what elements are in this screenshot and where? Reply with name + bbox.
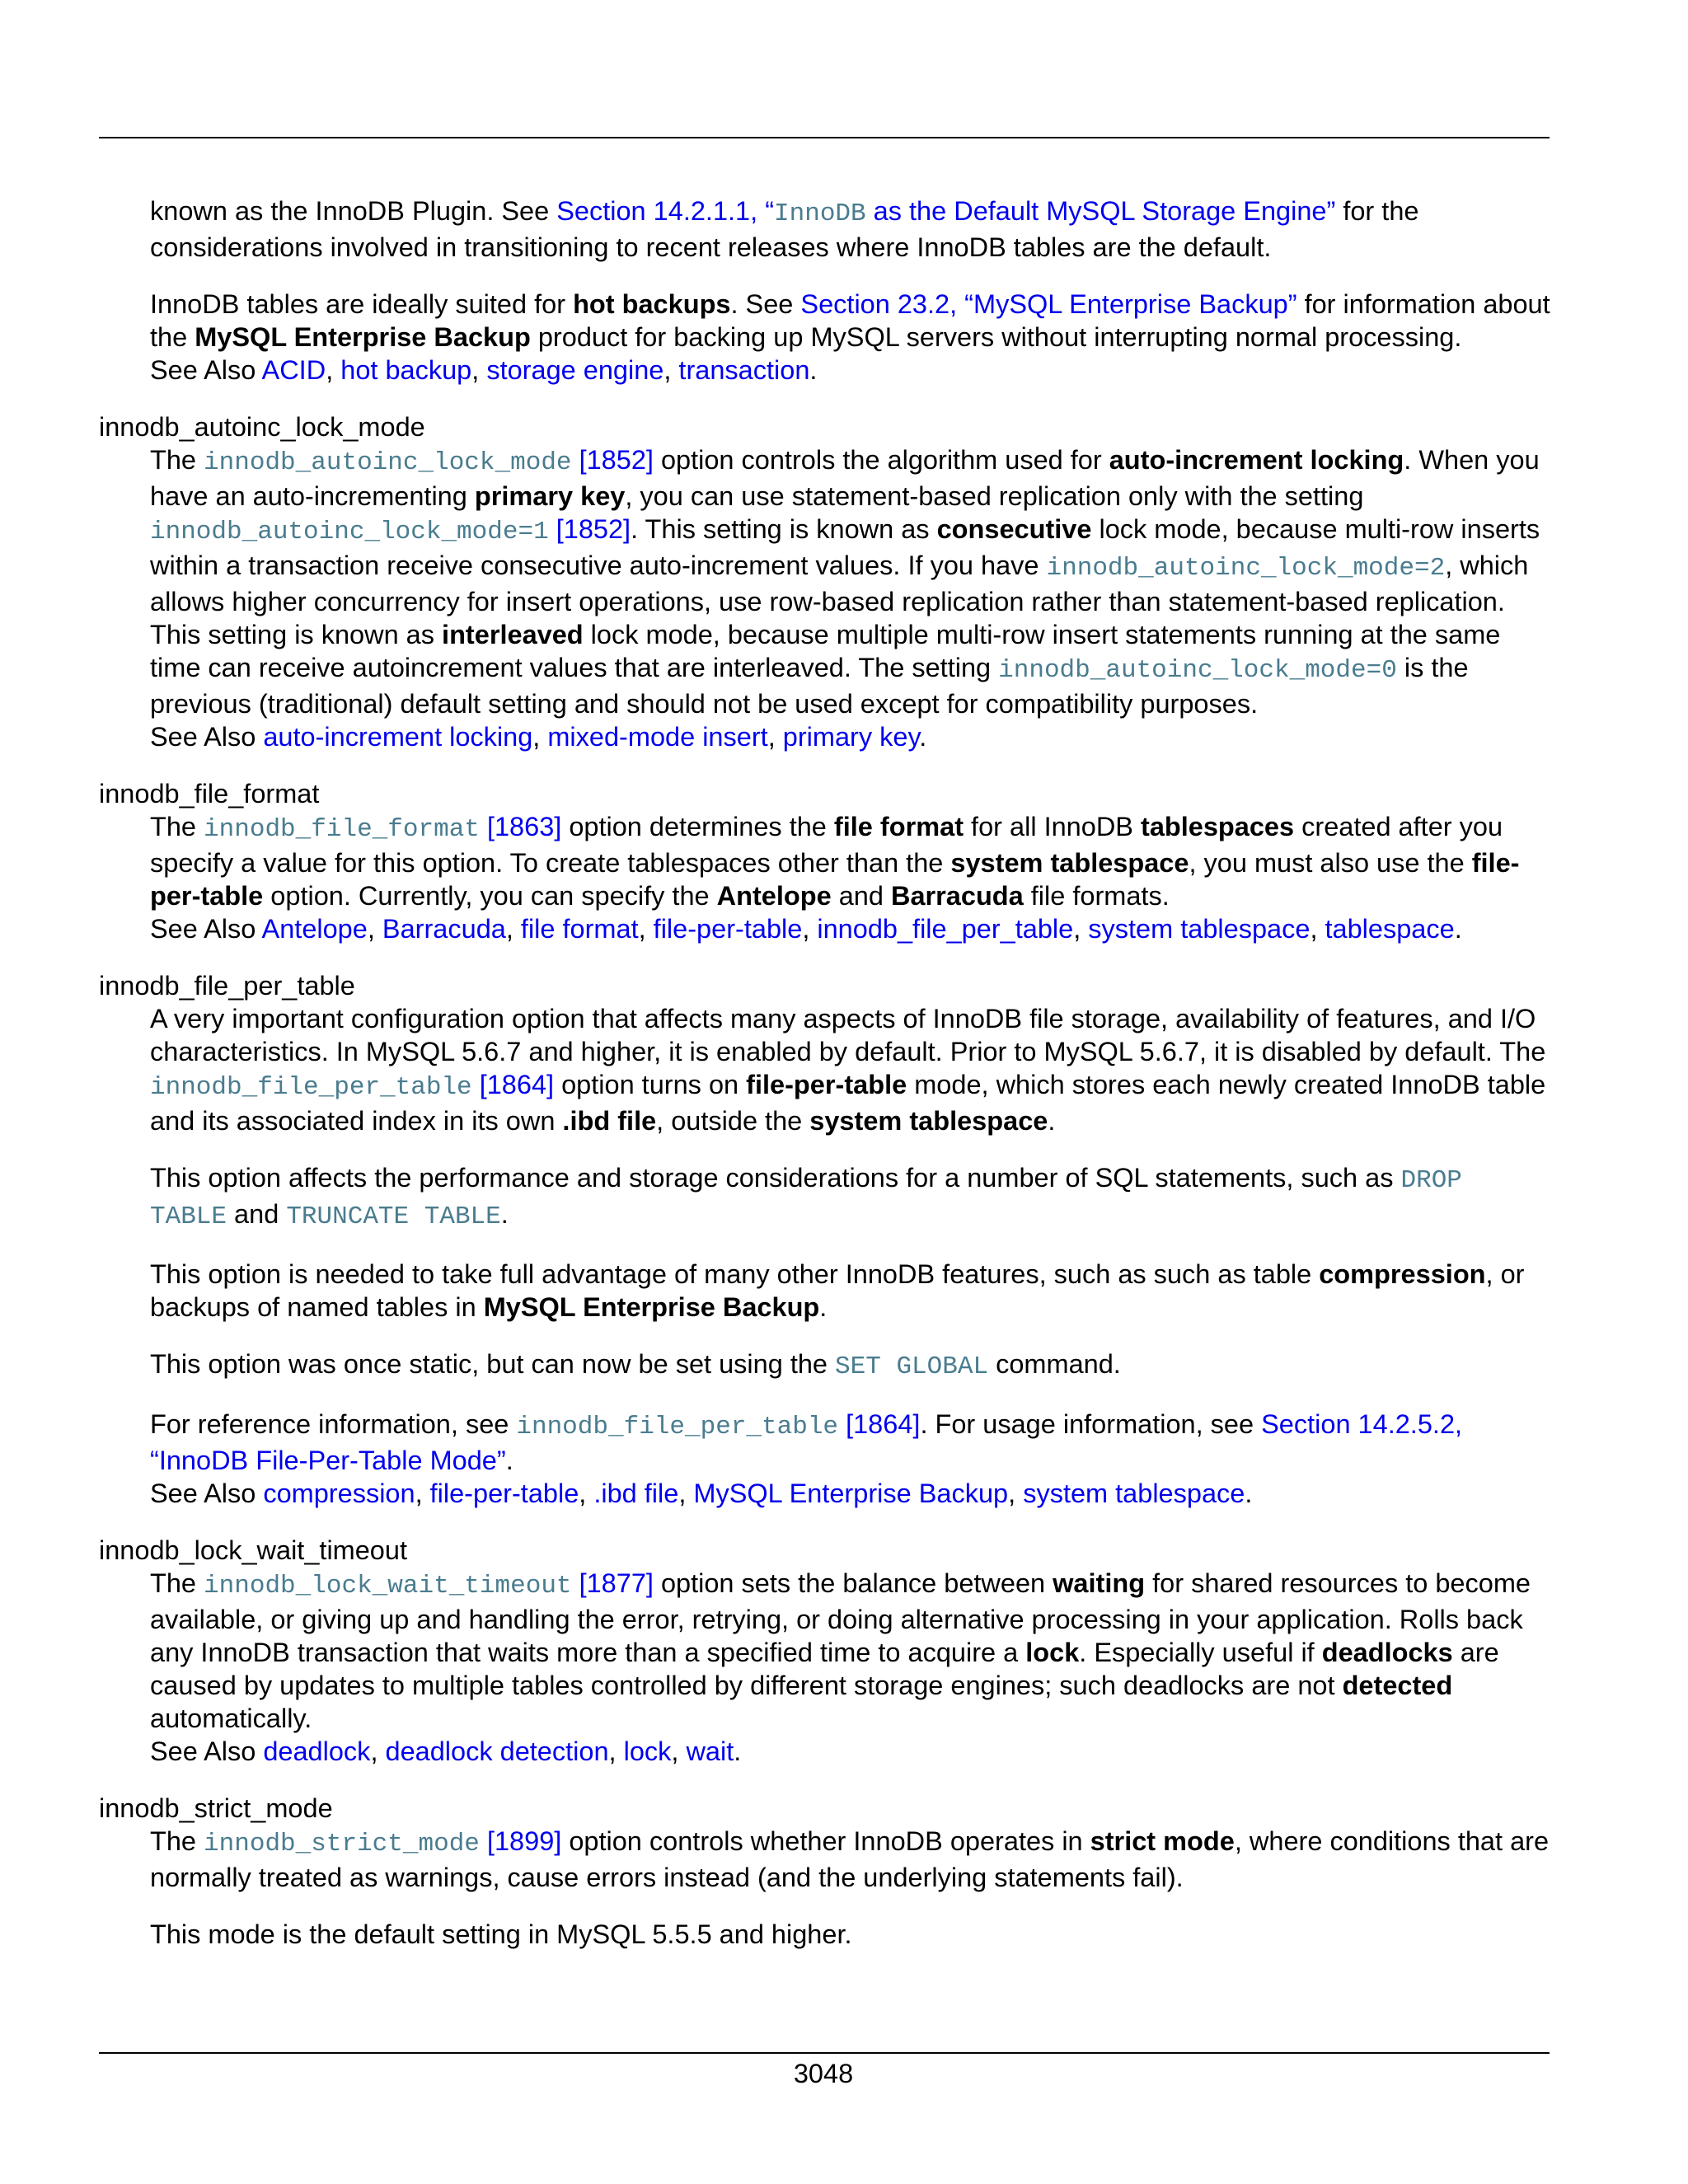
definition-paragraph: For reference information, see innodb_file_per_table [1864]. For usage information, see Section 14.2.5.2, “InnoDB File-Per-Table Mode”. <box>150 1409 1463 1475</box>
see-also-link[interactable]: ACID <box>261 355 326 385</box>
see-also-link[interactable]: mixed-mode insert <box>547 722 768 752</box>
see-also-link[interactable]: file format <box>520 914 639 944</box>
see-also-file-per-table: See Also compression, file-per-table, .ibd file, MySQL Enterprise Backup, system tablespace. <box>150 1479 1253 1508</box>
ref-link[interactable]: [1852] <box>556 514 631 544</box>
definition-paragraph: This option was once static, but can now be set using the SET GLOBAL command. <box>150 1349 1121 1381</box>
glossary-term: innodb_autoinc_lock_mode <box>99 412 425 442</box>
see-also-link[interactable]: transaction <box>678 355 810 385</box>
glossary-content <box>99 194 1551 1975</box>
glossary-term: innodb_strict_mode <box>99 1793 333 1823</box>
link-section-14-2-1-1[interactable]: Section 14.2.1.1, “InnoDB as the Default MySQL Storage Engine” <box>556 196 1336 228</box>
ref-link[interactable]: [1863] <box>486 812 562 841</box>
ref-link[interactable]: [1852] <box>579 445 654 475</box>
glossary-definition: The innodb_strict_mode [1899] option controls whether InnoDB operates in strict mode, where conditions that are normally treated as warnings, cause errors instead (and the underlying statements fail). <box>150 1826 1550 1892</box>
see-also-link[interactable]: tablespace <box>1325 914 1455 944</box>
intro-paragraph-1: known as the InnoDB Plugin. See Section 14.2.1.1, “InnoDB as the Default MySQL Storage Engine” for the considerations involved in transitioning to recent releases where InnoDB tables are the default. <box>150 196 1419 262</box>
ref-link[interactable]: [1877] <box>579 1568 654 1598</box>
definition-paragraph: This option affects the performance and storage considerations for a number of SQL statements, such as DROP TABLE and TRUNCATE TABLE. <box>150 1163 1462 1231</box>
page-number: 3048 <box>793 2059 854 2088</box>
see-also-link[interactable]: MySQL Enterprise Backup <box>693 1479 1009 1508</box>
see-also-link[interactable]: file-per-table <box>653 914 803 944</box>
link-section-23-2[interactable]: Section 23.2, “MySQL Enterprise Backup” <box>800 289 1297 319</box>
intro-paragraph-2: InnoDB tables are ideally suited for hot backups. See Section 23.2, “MySQL Enterprise Backup” for information about the MySQL Enterprise Backup product for backing up MySQL servers without interrupting normal processing. <box>150 289 1550 352</box>
glossary-term: innodb_file_format <box>99 779 320 808</box>
glossary-definition: A very important configuration option that affects many aspects of InnoDB file storage, availability of features, and I/O characteristics. In MySQL 5.6.7 and higher, it is enabled by default. Prior to MySQL 5.6.7, it is disabled by default. The innodb_file_per_table [1864] option turns on file-per-table mode, which stores each newly created InnoDB table and its associated index in its own .ibd file, outside the system tablespace. <box>150 1004 1546 1136</box>
see-also-link[interactable]: Barracuda <box>382 914 506 944</box>
glossary-definition: The innodb_file_format [1863] option determines the file format for all InnoDB tablespaces created after you specify a value for this option. To create tablespaces other than the system tablespace, you must also use the file-per-table option. Currently, you can specify the Antelope and Barracuda file formats. <box>150 812 1520 911</box>
glossary-definition: The innodb_autoinc_lock_mode [1852] option controls the algorithm used for auto-increment locking. When you have an auto-incrementing primary key, you can use statement-based replication only with the setting innodb_autoinc_lock_mode=1 [1852]. This setting is known as consecutive lock mode, because multi-row inserts within a transaction receive consecutive auto-increment values. If you have innodb_autoinc_lock_mode=2, which allows higher concurrency for insert operations, use row-based replication rather than statement-based replication. This setting is known as interleaved lock mode, because multiple multi-row insert statements running at the same time can receive autoincrement values that are interleaved. The setting innodb_autoinc_lock_mode=0 is the previous (traditional) default setting and should not be used except for compatibility purposes. <box>150 445 1540 719</box>
definition-paragraph: This mode is the default setting in MySQL 5.5.5 and higher. <box>150 1919 852 1949</box>
ref-link[interactable]: [1899] <box>486 1826 562 1856</box>
see-also-link[interactable]: Antelope <box>261 914 368 944</box>
see-also-link[interactable]: deadlock <box>263 1736 371 1766</box>
see-also-link[interactable]: hot backup <box>340 355 472 385</box>
see-also-link[interactable]: wait <box>686 1736 734 1766</box>
see-also-link[interactable]: deadlock detection <box>385 1736 609 1766</box>
glossary-definition: The innodb_lock_wait_timeout [1877] option sets the balance between waiting for shared resources to become available, or giving up and handling the error, retrying, or doing alternative processing in your application. Rolls back any InnoDB transaction that waits more than a specified time to acquire a lock. Especially useful if deadlocks are caused by updates to multiple tables controlled by different storage engines; such deadlocks are not detected automatically. <box>150 1568 1531 1733</box>
glossary-term: innodb_lock_wait_timeout <box>99 1535 407 1565</box>
see-also-link[interactable]: innodb_file_per_table <box>817 914 1074 944</box>
ref-link[interactable]: [1864] <box>479 1070 555 1099</box>
see-also-link[interactable]: primary key <box>782 722 920 752</box>
see-also-link[interactable]: storage engine <box>486 355 664 385</box>
ref-link[interactable]: [1864] <box>846 1409 921 1439</box>
see-also-innodb: See Also ACID, hot backup, storage engine, transaction. <box>150 355 818 385</box>
definition-paragraph: This option is needed to take full advantage of many other InnoDB features, such as such as table compression, or backups of named tables in MySQL Enterprise Backup. <box>150 1259 1525 1322</box>
see-also-link[interactable]: file-per-table <box>429 1479 579 1508</box>
see-also-lock-wait: See Also deadlock, deadlock detection, lock, wait. <box>150 1736 742 1766</box>
see-also-file-format: See Also Antelope, Barracuda, file format, file-per-table, innodb_file_per_table, system tablespace, tablespace. <box>150 914 1462 944</box>
see-also-link[interactable]: lock <box>623 1736 672 1766</box>
see-also-autoinc: See Also auto-increment locking, mixed-mode insert, primary key. <box>150 722 927 752</box>
footer-rule <box>99 2052 1550 2054</box>
see-also-link[interactable]: system tablespace <box>1023 1479 1245 1508</box>
see-also-link[interactable]: system tablespace <box>1088 914 1311 944</box>
link-section-14-2-5-2[interactable]: Section 14.2.5.2, “InnoDB File-Per-Table Mode” <box>150 1409 1463 1475</box>
see-also-link[interactable]: .ibd file <box>593 1479 679 1508</box>
see-also-link[interactable]: auto-increment locking <box>263 722 533 752</box>
see-also-link[interactable]: compression <box>263 1479 415 1508</box>
glossary-term: innodb_file_per_table <box>99 971 355 1001</box>
header-rule <box>99 137 1550 138</box>
